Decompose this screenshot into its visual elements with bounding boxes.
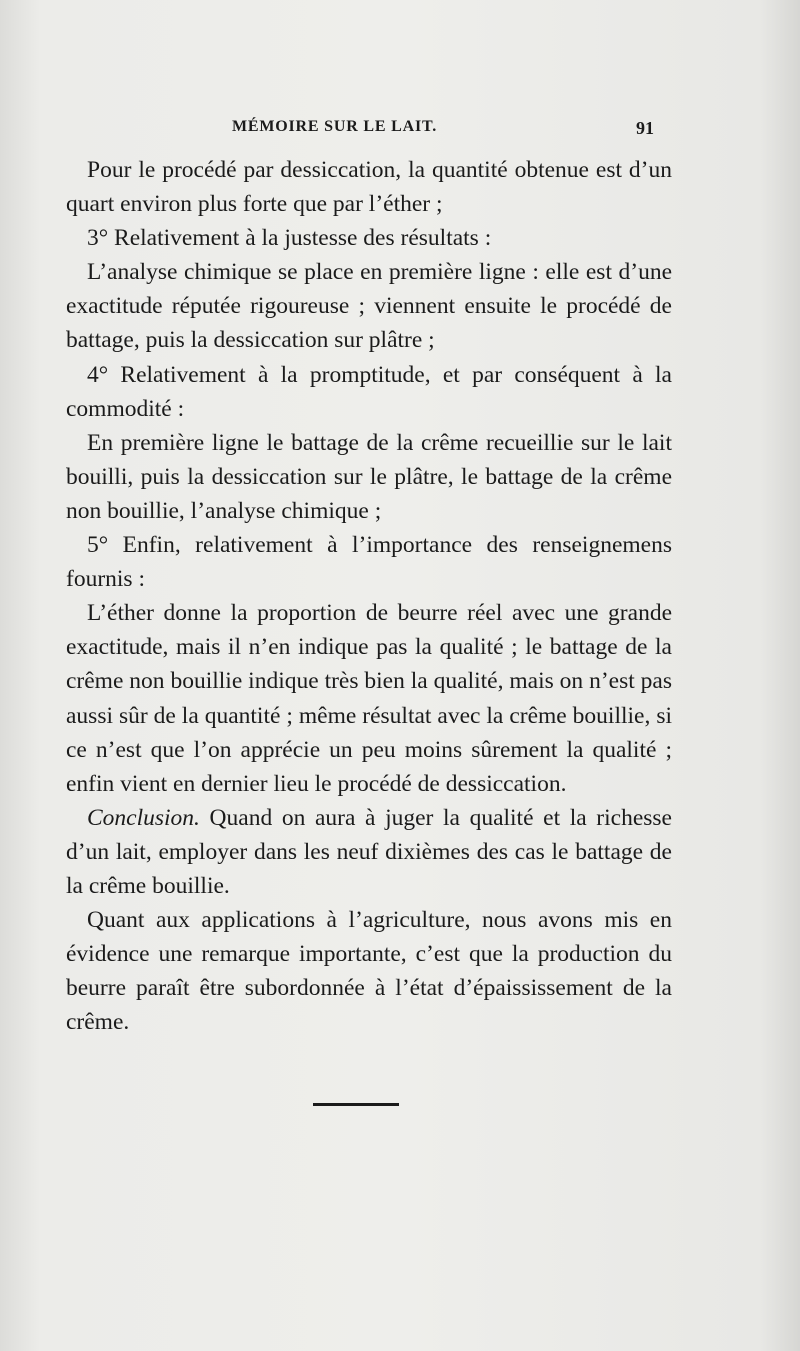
page-header — [0, 118, 800, 148]
paragraph: 5° Enfin, relativement à l’importance des renseignemens fournis : — [66, 532, 672, 593]
page-number: 91 — [636, 118, 654, 138]
paragraph: 4° Relativement à la promptitude, et par conséquent à la commodité : — [66, 361, 672, 422]
paragraph: 3° Relativement à la justesse des résultats : — [87, 225, 492, 252]
conclusion-label: Conclusion. — [87, 804, 200, 831]
paragraph: En première ligne le battage de la crême recueillie sur le lait bouilli, puis la dessiccation sur le plâtre, le battage de la crême non bouillie, l’analyse chimique ; — [66, 429, 672, 524]
paragraph: Quant aux applications à l’agriculture, nous avons mis en évidence une remarque importante, c’est que la production du beurre paraît être subordonnée à l’état d’épaississement de la crême. — [66, 907, 672, 1036]
paragraph: L’analyse chimique se place en première ligne : elle est d’une exactitude réputée rigoureuse ; viennent ensuite le procédé de battage, puis la dessiccation sur plâtre ; — [66, 259, 672, 354]
conclusion-paragraph — [66, 801, 672, 903]
body-text — [66, 153, 672, 1039]
section-end-rule — [313, 1103, 399, 1106]
conclusion-text: Quand on aura à juger la qualité et la richesse d’un lait, employer dans les neuf dixièmes des cas le battage de la crême bouillie. — [66, 804, 672, 899]
running-title: MÉMOIRE SUR LE LAIT. — [232, 118, 438, 135]
paragraph: L’éther donne la proportion de beurre réel avec une grande exactitude, mais il n’en indique pas la qualité ; le battage de la crême non bouillie indique très bien la qualité, mais on n’est pas aussi sûr de la quantité ; même résultat avec la crême bouillie, si ce n’est que l’on apprécie un peu moins sûrement la qualité ; enfin vient en dernier lieu le procédé de dessiccation. — [66, 600, 672, 797]
paragraph: Pour le procédé par dessiccation, la quantité obtenue est d’un quart environ plus forte que par l’éther ; — [66, 157, 672, 218]
